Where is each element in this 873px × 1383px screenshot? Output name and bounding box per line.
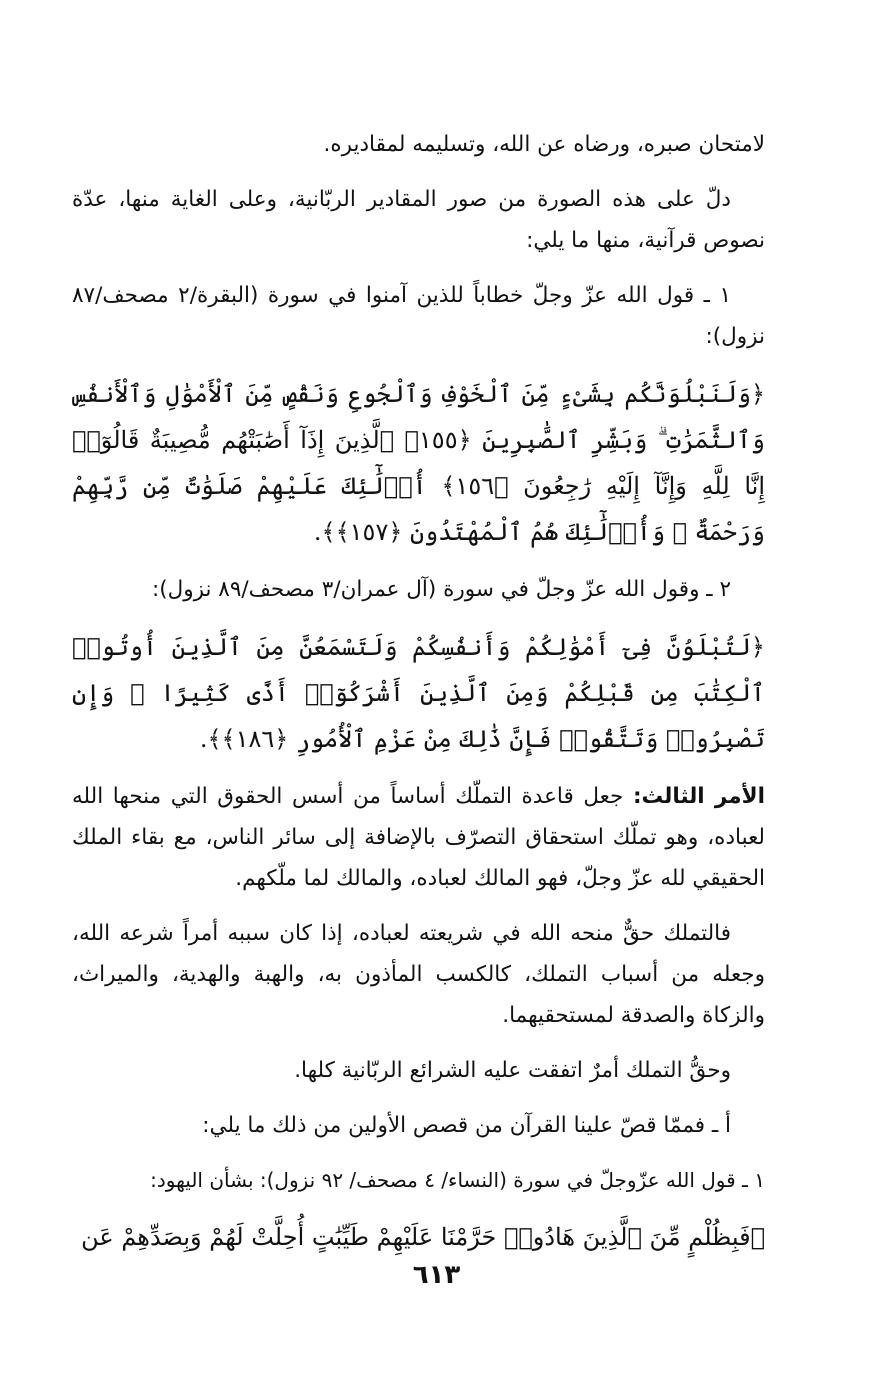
paragraph <box>72 776 765 899</box>
paragraph-text: جعل قاعدة التملّك أساساً من أسس الحقوق التي منحها الله لعباده، وهو تملّك استحقاق التصرّف بالإضافة إلى سائر الناس، مع بقاء الملك الحقيقي لله عزّ وجلّ، فهو المالك لعباده، والمالك لما ملّكهم. <box>72 784 765 891</box>
section-heading: الأمر الثالث: <box>632 784 765 809</box>
paragraph: ١ ـ قول الله عزّوجلّ في سورة (النساء/ ٤ مصحف/ ٩٢ نزول): بشأن اليهود: <box>150 1168 765 1192</box>
quran-verse: ﴿لَتُبْلَوُنَّ فِىٓ أَمْوَٰلِكُمْ وَأَنفُسِكُمْ وَلَتَسْمَعُنَّ مِنَ ٱلَّذِينَ أُوتُوا۟ ٱلْكِتَٰبَ مِن قَبْلِكُمْ وَمِنَ ٱلَّذِينَ أَشْرَكُوٓا۟ أَذًى كَثِيرًا ۚ وَإِن تَصْبِرُوا۟ وَتَتَّقُوا۟ فَإِنَّ ذَٰلِكَ مِنْ عَزْمِ ٱلْأُمُورِ ﴿١٨٦﴾﴾. <box>72 633 765 753</box>
paragraph: فالتملك حقٌّ منحه الله في شريعته لعباده، إذا كان سببه أمراً شرعه الله، وجعله من أسباب التملك، كالكسب المأذون به، والهبة والهدية، والميراث، والزكاة والصدقة لمستحقيهما. <box>72 921 765 1028</box>
paragraph: لامتحان صبره، ورضاه عن الله، وتسليمه لمقاديره. <box>323 132 765 157</box>
page-number: ٦١٣ <box>412 1260 461 1290</box>
paragraph: أ ـ فممّا قصّ علينا القرآن من قصص الأولين من ذلك ما يلي: <box>202 1113 731 1138</box>
page-body <box>72 124 765 1274</box>
paragraph: دلّ على هذه الصورة من صور المقادير الربّانية، وعلى الغاية منها، عدّة نصوص قرآنية، منها ما يلي: <box>72 187 765 253</box>
quran-verse: ﴿وَلَنَبْلُوَنَّكُم بِشَىْءٍ مِّنَ ٱلْخَوْفِ وَٱلْجُوعِ وَنَقْصٍ مِّنَ ٱلْأَمْوَٰلِ وَٱلْأَنفُسِ وَٱلثَّمَرَٰتِ ۗ وَبَشِّرِ ٱلصَّٰبِرِينَ ﴿١٥٥﴾ ٱلَّذِينَ إِذَآ أَصَٰبَتْهُم مُّصِيبَةٌ قَالُوٓا۟ إِنَّا لِلَّهِ وَإِنَّآ إِلَيْهِ رَٰجِعُونَ ﴿١٥٦﴾ أُو۟لَٰٓئِكَ عَلَيْهِمْ صَلَوَٰتٌ مِّن رَّبِّهِمْ وَرَحْمَةٌ ۖ وَأُو۟لَٰٓئِكَ هُمُ ٱلْمُهْتَدُونَ ﴿١٥٧﴾﴾. <box>72 380 766 546</box>
paragraph: ١ ـ قول الله عزّ وجلّ خطاباً للذين آمنوا في سورة (البقرة/٢ مصحف/٨٧ نزول): <box>72 283 765 349</box>
paragraph: وحقُّ التملك أمرٌ اتفقت عليه الشرائع الربّانية كلها. <box>294 1058 731 1083</box>
paragraph: ٢ ـ وقول الله عزّ وجلّ في سورة (آل عمران/٣ مصحف/٨٩ نزول): <box>151 577 731 602</box>
quran-verse: ﴿فَبِظُلْمٍ مِّنَ ٱلَّذِينَ هَادُوا۟ حَرَّمْنَا عَلَيْهِمْ طَيِّبَٰتٍ أُحِلَّتْ لَهُمْ وَبِصَدِّهِمْ عَن <box>81 1223 765 1251</box>
